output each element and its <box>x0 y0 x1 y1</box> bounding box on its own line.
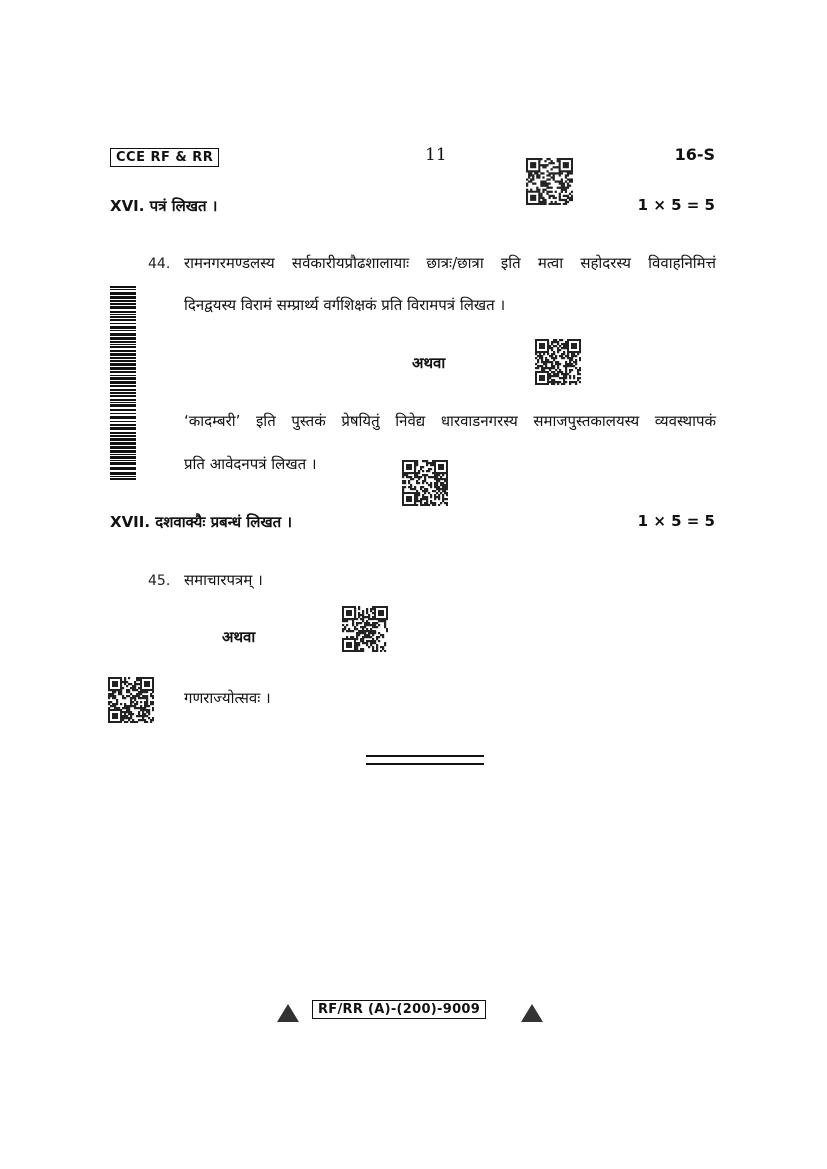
paper-code: 16-S <box>674 145 715 164</box>
question-44-alt-line1: ‘कादम्बरी’ इति पुस्तकं प्रेषयितुं निवेद्य धारवाडनगरस्य समाजपुस्तकालयस्य व्यवस्थापकं <box>184 412 716 430</box>
question-45-alt-text: गणराज्योत्सवः । <box>184 689 271 707</box>
question-number-44: 44. <box>148 256 171 272</box>
footer-code-box: RF/RR (A)-(200)-9009 <box>312 1000 486 1019</box>
or-label: अथवा <box>412 354 446 372</box>
section-heading-xvi: XVI. पत्रं लिखत । <box>110 197 218 215</box>
question-44-alt-line2: प्रति आवेदनपत्रं लिखत । <box>184 455 317 473</box>
question-45-text: समाचारपत्रम् । <box>184 571 263 589</box>
section-marks-xvii: 1 × 5 = 5 <box>637 512 715 530</box>
qr-code-icon <box>526 158 573 205</box>
question-44-line1: रामनगरमण्डलस्य सर्वकारीयप्रौढशालायाः छात्रः/छात्रा इति मत्वा सहोदरस्य विवाहनिमित्तं <box>184 254 716 272</box>
question-number-45: 45. <box>148 573 171 589</box>
end-of-questions-rule <box>366 755 484 765</box>
triangle-marker-icon <box>521 1004 543 1022</box>
qr-code-icon <box>342 606 388 652</box>
question-44-line2: दिनद्वयस्य विरामं सम्प्रार्थ्य वर्गशिक्षकं प्रति विरामपत्रं लिखत । <box>184 296 506 314</box>
triangle-marker-icon <box>277 1004 299 1022</box>
qr-code-icon <box>108 677 154 723</box>
section-marks-xvi: 1 × 5 = 5 <box>637 196 715 214</box>
page-number: 11 <box>425 145 447 165</box>
barcode-icon <box>110 286 136 482</box>
or-label: अथवा <box>222 628 256 646</box>
section-heading-xvii: XVII. दशवाक्यैः प्रबन्धं लिखत । <box>110 513 293 531</box>
qr-code-icon <box>535 339 581 385</box>
exam-code-box: CCE RF & RR <box>110 148 219 167</box>
